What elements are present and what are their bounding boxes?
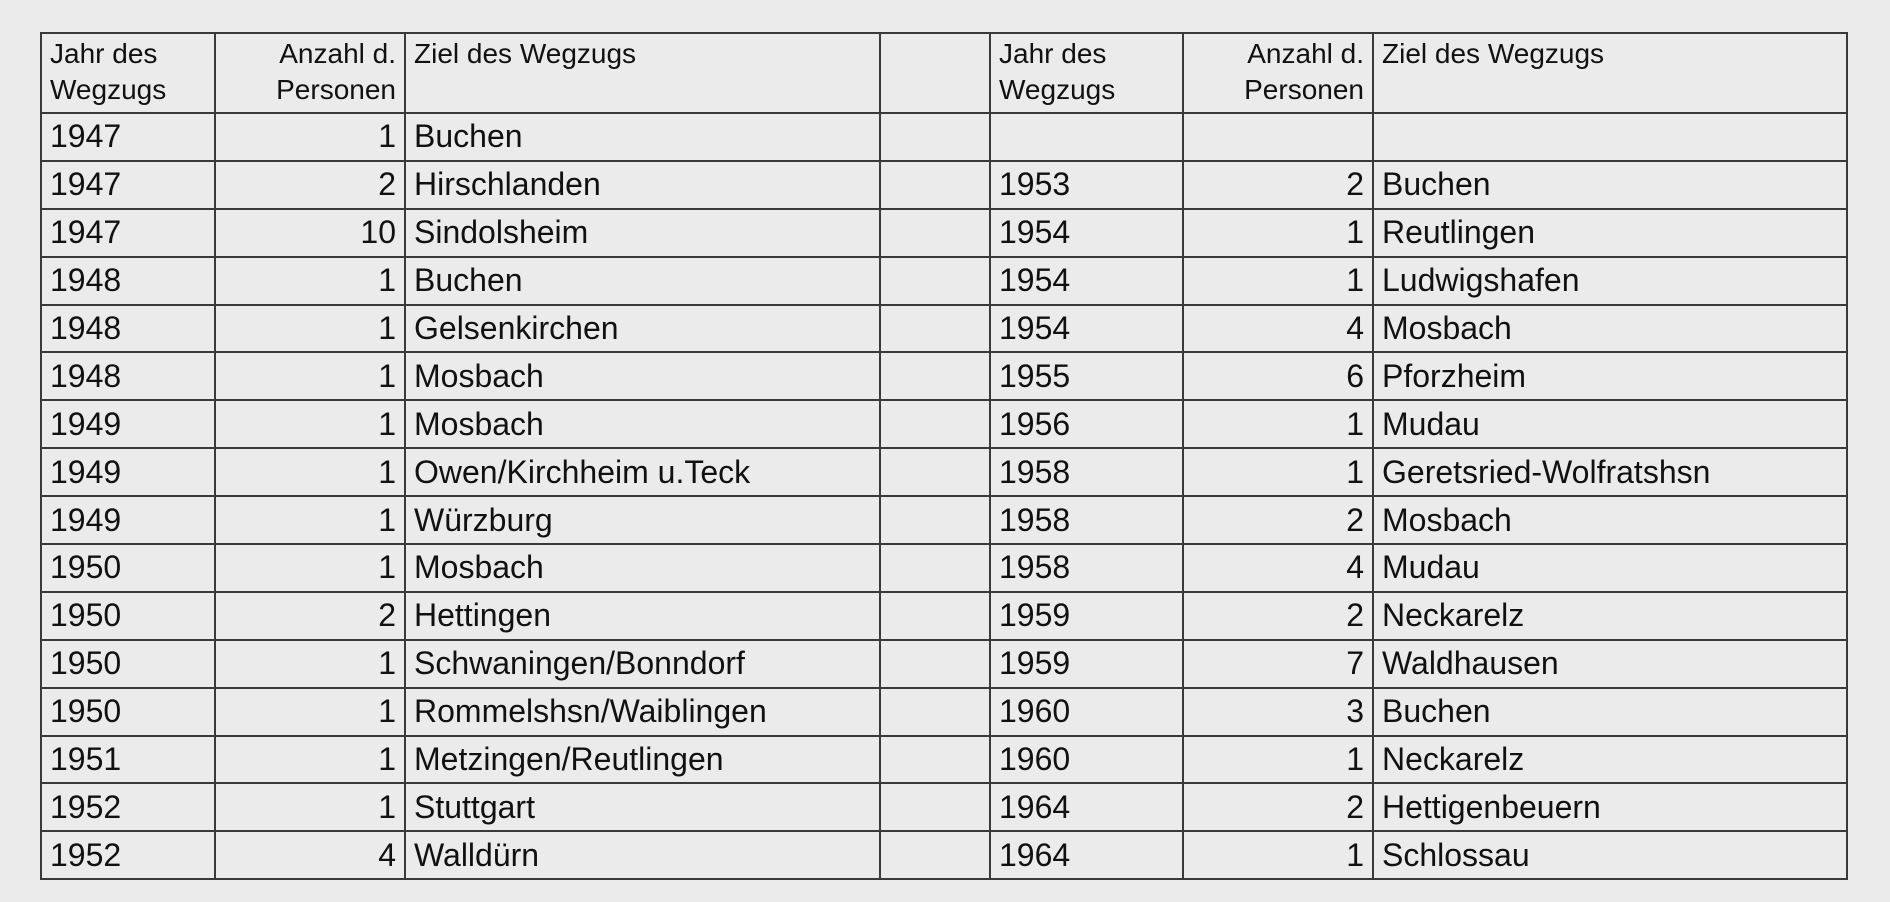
destination-cell-right: Neckarelz	[1373, 736, 1847, 784]
destination-cell-left: Gelsenkirchen	[405, 305, 880, 353]
emigration-table-document	[40, 32, 1846, 873]
count-cell-right: 1	[1183, 448, 1373, 496]
destination-cell-right: Neckarelz	[1373, 592, 1847, 640]
year-cell-left: 1950	[41, 640, 215, 688]
count-cell-right: 4	[1183, 305, 1373, 353]
year-cell-left: 1947	[41, 113, 215, 161]
year-cell-right: 1959	[990, 640, 1183, 688]
column-separator	[880, 352, 990, 400]
year-cell-left: 1949	[41, 400, 215, 448]
count-cell-right	[1183, 113, 1373, 161]
count-cell-left: 1	[215, 736, 405, 784]
year-cell-left: 1950	[41, 688, 215, 736]
year-cell-right: 1964	[990, 831, 1183, 879]
year-cell-right: 1953	[990, 161, 1183, 209]
count-cell-right: 1	[1183, 736, 1373, 784]
year-cell-left: 1949	[41, 448, 215, 496]
header-destination-left: Ziel des Wegzugs	[405, 33, 880, 113]
count-cell-left: 2	[215, 161, 405, 209]
destination-cell-right: Hettigenbeuern	[1373, 783, 1847, 831]
year-cell-left: 1952	[41, 831, 215, 879]
table-row	[41, 113, 1847, 161]
column-separator	[880, 400, 990, 448]
count-cell-left: 10	[215, 209, 405, 257]
year-cell-right: 1956	[990, 400, 1183, 448]
count-cell-left: 1	[215, 448, 405, 496]
destination-cell-right: Buchen	[1373, 161, 1847, 209]
count-cell-right: 1	[1183, 831, 1373, 879]
column-separator	[880, 113, 990, 161]
year-cell-right: 1958	[990, 448, 1183, 496]
column-separator	[880, 544, 990, 592]
year-cell-left: 1952	[41, 783, 215, 831]
year-cell-right: 1960	[990, 688, 1183, 736]
year-cell-right: 1958	[990, 544, 1183, 592]
count-cell-left: 1	[215, 400, 405, 448]
destination-cell-right: Mosbach	[1373, 496, 1847, 544]
destination-cell-right: Mudau	[1373, 400, 1847, 448]
column-separator	[880, 640, 990, 688]
destination-cell-right: Buchen	[1373, 688, 1847, 736]
count-cell-left: 1	[215, 352, 405, 400]
header-year-left: Jahr des Wegzugs	[41, 33, 215, 113]
table-row	[41, 736, 1847, 784]
column-separator	[880, 257, 990, 305]
header-row	[41, 33, 1847, 113]
count-cell-left: 2	[215, 592, 405, 640]
count-cell-left: 1	[215, 113, 405, 161]
destination-cell-right: Geretsried-Wolfratshsn	[1373, 448, 1847, 496]
year-cell-left: 1951	[41, 736, 215, 784]
column-separator	[880, 161, 990, 209]
count-cell-right: 1	[1183, 400, 1373, 448]
destination-cell-left: Metzingen/Reutlingen	[405, 736, 880, 784]
year-cell-right: 1959	[990, 592, 1183, 640]
year-cell-right: 1954	[990, 209, 1183, 257]
destination-cell-right: Pforzheim	[1373, 352, 1847, 400]
column-separator	[880, 736, 990, 784]
header-count-right: Anzahl d. Personen	[1183, 33, 1373, 113]
destination-cell-left: Buchen	[405, 257, 880, 305]
count-cell-right: 2	[1183, 161, 1373, 209]
count-cell-right: 4	[1183, 544, 1373, 592]
year-cell-left: 1950	[41, 544, 215, 592]
table-row	[41, 209, 1847, 257]
count-cell-left: 1	[215, 496, 405, 544]
destination-cell-right: Mudau	[1373, 544, 1847, 592]
destination-cell-right: Waldhausen	[1373, 640, 1847, 688]
destination-cell-left: Stuttgart	[405, 783, 880, 831]
year-cell-right: 1954	[990, 257, 1183, 305]
destination-cell-left: Mosbach	[405, 400, 880, 448]
destination-cell-right	[1373, 113, 1847, 161]
destination-cell-left: Hirschlanden	[405, 161, 880, 209]
year-cell-right: 1955	[990, 352, 1183, 400]
column-separator	[880, 33, 990, 113]
table-row	[41, 688, 1847, 736]
column-separator	[880, 688, 990, 736]
count-cell-left: 1	[215, 783, 405, 831]
count-cell-left: 1	[215, 257, 405, 305]
destination-cell-left: Buchen	[405, 113, 880, 161]
table-row	[41, 352, 1847, 400]
year-cell-right	[990, 113, 1183, 161]
count-cell-left: 1	[215, 640, 405, 688]
destination-cell-right: Schlossau	[1373, 831, 1847, 879]
destination-cell-left: Mosbach	[405, 544, 880, 592]
table-row	[41, 783, 1847, 831]
destination-cell-left: Mosbach	[405, 352, 880, 400]
table-row	[41, 831, 1847, 879]
destination-cell-left: Owen/Kirchheim u.Teck	[405, 448, 880, 496]
destination-cell-left: Schwaningen/Bonndorf	[405, 640, 880, 688]
header-count-left: Anzahl d. Personen	[215, 33, 405, 113]
table-row	[41, 257, 1847, 305]
year-cell-left: 1947	[41, 209, 215, 257]
year-cell-right: 1960	[990, 736, 1183, 784]
count-cell-right: 1	[1183, 257, 1373, 305]
year-cell-right: 1954	[990, 305, 1183, 353]
count-cell-right: 3	[1183, 688, 1373, 736]
year-cell-left: 1948	[41, 257, 215, 305]
column-separator	[880, 592, 990, 640]
table-row	[41, 161, 1847, 209]
header-year-right: Jahr des Wegzugs	[990, 33, 1183, 113]
year-cell-left: 1948	[41, 352, 215, 400]
table-row	[41, 496, 1847, 544]
table-row	[41, 592, 1847, 640]
destination-cell-right: Ludwigshafen	[1373, 257, 1847, 305]
column-separator	[880, 496, 990, 544]
year-cell-right: 1958	[990, 496, 1183, 544]
count-cell-right: 2	[1183, 783, 1373, 831]
year-cell-left: 1947	[41, 161, 215, 209]
table-row	[41, 448, 1847, 496]
count-cell-right: 2	[1183, 496, 1373, 544]
header-destination-right: Ziel des Wegzugs	[1373, 33, 1847, 113]
count-cell-right: 7	[1183, 640, 1373, 688]
column-separator	[880, 209, 990, 257]
column-separator	[880, 448, 990, 496]
year-cell-left: 1949	[41, 496, 215, 544]
table-row	[41, 640, 1847, 688]
count-cell-right: 1	[1183, 209, 1373, 257]
column-separator	[880, 783, 990, 831]
destination-cell-left: Würzburg	[405, 496, 880, 544]
destination-cell-left: Walldürn	[405, 831, 880, 879]
year-cell-left: 1950	[41, 592, 215, 640]
count-cell-left: 1	[215, 544, 405, 592]
year-cell-right: 1964	[990, 783, 1183, 831]
table-row	[41, 305, 1847, 353]
destination-cell-left: Sindolsheim	[405, 209, 880, 257]
count-cell-left: 4	[215, 831, 405, 879]
year-cell-left: 1948	[41, 305, 215, 353]
column-separator	[880, 831, 990, 879]
table-row	[41, 544, 1847, 592]
count-cell-right: 2	[1183, 592, 1373, 640]
destination-cell-right: Mosbach	[1373, 305, 1847, 353]
destination-cell-left: Rommelshsn/Waiblingen	[405, 688, 880, 736]
table-row	[41, 400, 1847, 448]
count-cell-left: 1	[215, 305, 405, 353]
count-cell-right: 6	[1183, 352, 1373, 400]
column-separator	[880, 305, 990, 353]
count-cell-left: 1	[215, 688, 405, 736]
emigration-table	[40, 32, 1848, 880]
destination-cell-left: Hettingen	[405, 592, 880, 640]
destination-cell-right: Reutlingen	[1373, 209, 1847, 257]
